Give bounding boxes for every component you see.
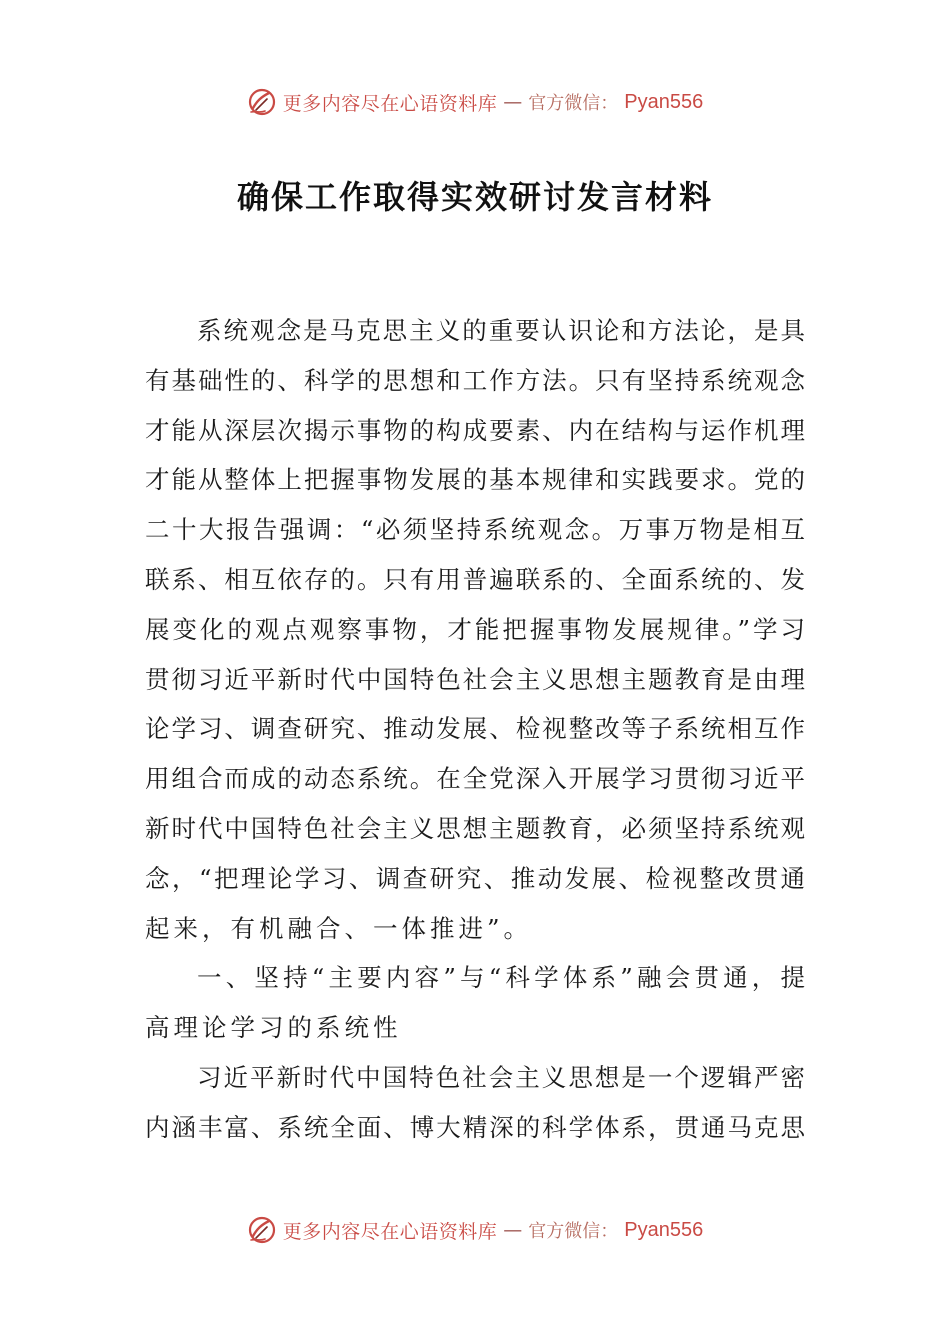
signature-pen-logo-icon xyxy=(247,87,277,117)
banner-wechat-label: 官方微信： xyxy=(528,1221,619,1242)
footer-banner xyxy=(0,1210,950,1250)
text-line: 联系、相互依存的。只有用普遍联系的、全面系统的、发 xyxy=(145,564,805,594)
banner-separator: — xyxy=(503,91,523,113)
paragraph-2 xyxy=(145,1053,805,1153)
heading-1 xyxy=(145,953,805,1053)
banner-site-name: 更多内容尽在心语资料库 xyxy=(282,92,498,115)
document-body xyxy=(145,306,805,1153)
text-line: 起来，有机融合、一体推进”。 xyxy=(145,913,533,943)
text-line: 系统观念是马克思主义的重要认识论和方法论，是具 xyxy=(197,316,805,345)
text-line: 论学习、调查研究、推动发展、检视整改等子系统相互作 xyxy=(145,714,805,744)
header-banner xyxy=(0,82,950,122)
text-line: 习近平新时代中国特色社会主义思想是一个逻辑严密 xyxy=(197,1062,805,1092)
banner-wechat-id: Pyan556 xyxy=(624,1218,704,1241)
paragraph-1 xyxy=(145,306,805,953)
document-title: 确保工作取得实效研讨发言材料 xyxy=(236,178,713,216)
text-line: 内涵丰富、系统全面、博大精深的科学体系，贯通马克思 xyxy=(145,1112,805,1142)
text-line: 念，“把理论学习、调查研究、推动发展、检视整改贯通 xyxy=(145,863,805,893)
text-line: 贯彻习近平新时代中国特色社会主义思想主题教育是由理 xyxy=(145,664,805,694)
text-line: 一、坚持“主要内容”与“科学体系”融会贯通，提 xyxy=(197,963,805,993)
banner-site-name: 更多内容尽在心语资料库 xyxy=(282,1220,498,1243)
text-line: 才能从整体上把握事物发展的基本规律和实践要求。党的 xyxy=(145,465,805,495)
banner-wechat-label: 官方微信： xyxy=(528,93,619,114)
text-line: 展变化的观点观察事物，才能把握事物发展规律。”学习 xyxy=(145,614,805,644)
text-line: 用组合而成的动态系统。在全党深入开展学习贯彻习近平 xyxy=(145,764,805,794)
banner-wechat-id: Pyan556 xyxy=(624,90,704,113)
text-line: 才能从深层次揭示事物的构成要素、内在结构与运作机理 xyxy=(145,415,805,445)
text-line: 高理论学习的系统性 xyxy=(145,1013,402,1043)
signature-pen-logo-icon xyxy=(247,1215,277,1245)
text-line: 有基础性的、科学的思想和工作方法。只有坚持系统观念 xyxy=(145,365,805,395)
text-line: 二十大报告强调：“必须坚持系统观念。万事万物是相互 xyxy=(145,515,805,545)
text-line: 新时代中国特色社会主义思想主题教育，必须坚持系统观 xyxy=(145,813,805,843)
banner-separator: — xyxy=(503,1219,523,1241)
